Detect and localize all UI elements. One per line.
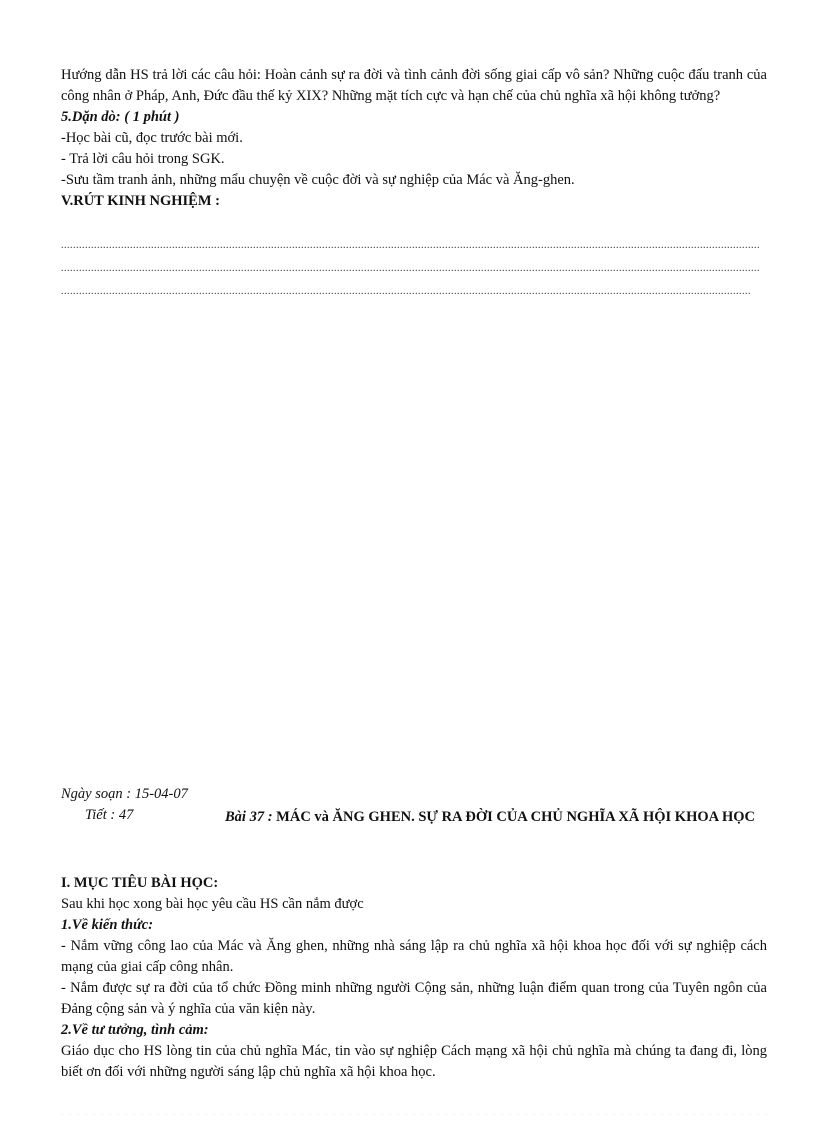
section-v-title: V.RÚT KINH NGHIỆM : (61, 193, 220, 209)
ideology-paragraph: Giáo dục cho HS lòng tin của chủ nghĩa Mác, tin vào sự nghiệp Cách mạng xã hội chủ nghĩa mà chúng ta đang đi, lòng biết ơn đối với những người sáng lập chủ nghĩa xã hội khoa học. (61, 1043, 767, 1080)
knowledge-item: - Nắm được sự ra đời của tổ chức Đồng minh những người Cộng sản, những luận điểm quan trong của Tuyên ngôn của Đảng cộng sản và ý nghĩa của văn kiện này. (61, 980, 767, 1017)
dotted-line (61, 257, 759, 280)
task-item: -Học bài cũ, đọc trước bài mới. (61, 130, 243, 146)
top-section (61, 65, 767, 212)
objectives-heading: I. MỤC TIÊU BÀI HỌC: (61, 875, 219, 891)
period-number: Tiết : 47 (85, 807, 134, 823)
task-item: - Trả lời câu hỏi trong SGK. (61, 151, 225, 167)
experience-dotted-lines (61, 234, 759, 303)
dotted-line (61, 280, 751, 303)
task-item: -Sưu tầm tranh ảnh, những mẩu chuyện về cuộc đời và sự nghiệp của Mác và Ăng-ghen. (61, 172, 575, 188)
preparation-date: Ngày soạn : 15-04-07 (61, 786, 188, 802)
objectives-section (61, 873, 767, 1083)
dotted-line (61, 234, 759, 257)
lesson-number: Bài 37 : (225, 809, 273, 825)
page-footer-dots (61, 1108, 767, 1117)
lesson-title: MÁC và ĂNG GHEN. SỰ RA ĐỜI CỦA CHỦ NGHĨA XÃ HỘI KHOA HỌC (276, 809, 755, 825)
knowledge-item: - Nắm vững công lao của Mác và Ăng ghen, những nhà sáng lập ra chủ nghĩa xã hội khoa học đối với sự nghiệp cách mạng của giai cấp công nhân. (61, 938, 767, 975)
intro-paragraph: Hướng dẫn HS trả lời các câu hỏi: Hoàn cảnh sự ra đời và tình cảnh đời sống giai cấp vô sản? Những cuộc đấu tranh của công nhân ở Pháp, Anh, Đức đầu thế kỷ XIX? Những mặt tích cực và hạn chế của chủ nghĩa xã hội không tưởng? (61, 67, 767, 104)
ideology-title: 2.Về tư tưởng, tình cảm: (61, 1022, 209, 1038)
objectives-intro: Sau khi học xong bài học yêu cầu HS cần nắm được (61, 896, 364, 912)
knowledge-title: 1.Về kiến thức: (61, 917, 154, 933)
lesson-title-block (220, 806, 760, 828)
section-5-title: 5.Dặn dò: ( 1 phút ) (61, 109, 180, 125)
